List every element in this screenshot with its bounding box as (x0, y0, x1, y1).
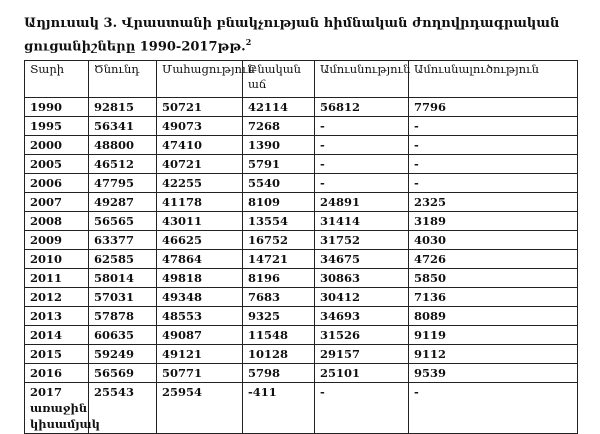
marriages-cell: 25101 (315, 364, 409, 383)
divorces-cell: 9119 (409, 326, 578, 345)
marriages-cell: - (315, 117, 409, 136)
table-row (25, 155, 578, 174)
year-cell: 2012 (25, 288, 89, 307)
births-cell: 47795 (89, 174, 157, 193)
births-cell: 56341 (89, 117, 157, 136)
caption-text: Աղյուսակ 3. Վրաստանի բնակչության հիմնական ժողովրդագրական ցուցանիշները 1990-2017թթ. (24, 16, 560, 55)
header-row (25, 61, 578, 98)
marriages-cell: 30412 (315, 288, 409, 307)
marriages-cell: 34675 (315, 250, 409, 269)
year-cell: 2014 (25, 326, 89, 345)
marriages-cell: - (315, 136, 409, 155)
divorces-cell: 4726 (409, 250, 578, 269)
divorces-cell: 8089 (409, 307, 578, 326)
divorces-cell: 4030 (409, 231, 578, 250)
deaths-cell: 42255 (157, 174, 243, 193)
table-row (25, 117, 578, 136)
births-cell: 56569 (89, 364, 157, 383)
divorces-cell: - (409, 136, 578, 155)
demographics-table (24, 60, 578, 434)
year-cell: 2006 (25, 174, 89, 193)
births-cell: 46512 (89, 155, 157, 174)
natural-growth-cell: 10128 (243, 345, 315, 364)
year-cell: 1990 (25, 98, 89, 117)
deaths-cell: 46625 (157, 231, 243, 250)
marriages-cell: - (315, 383, 409, 434)
marriages-cell: 31414 (315, 212, 409, 231)
births-cell: 56565 (89, 212, 157, 231)
table-row (25, 364, 578, 383)
deaths-cell: 47410 (157, 136, 243, 155)
deaths-cell: 40721 (157, 155, 243, 174)
deaths-cell: 41178 (157, 193, 243, 212)
header-divorces: Ամուսնալուծություն (409, 61, 578, 98)
deaths-cell: 49087 (157, 326, 243, 345)
natural-growth-cell: 7268 (243, 117, 315, 136)
table-row (25, 231, 578, 250)
header-natural-growth: Բնական աճ (243, 61, 315, 98)
natural-growth-cell: 7683 (243, 288, 315, 307)
marriages-cell: 29157 (315, 345, 409, 364)
divorces-cell: 2325 (409, 193, 578, 212)
natural-growth-cell: 1390 (243, 136, 315, 155)
year-cell: 2000 (25, 136, 89, 155)
table-row (25, 383, 578, 434)
table-row (25, 98, 578, 117)
table-row (25, 212, 578, 231)
deaths-cell: 49073 (157, 117, 243, 136)
births-cell: 58014 (89, 269, 157, 288)
natural-growth-cell: 8109 (243, 193, 315, 212)
marriages-cell: 56812 (315, 98, 409, 117)
divorces-cell: 5850 (409, 269, 578, 288)
header-deaths: Մահացություն (157, 61, 243, 98)
marriages-cell: - (315, 174, 409, 193)
births-cell: 57031 (89, 288, 157, 307)
deaths-cell: 49818 (157, 269, 243, 288)
marriages-cell: 30863 (315, 269, 409, 288)
births-cell: 48800 (89, 136, 157, 155)
header-marriages: Ամուսնություն (315, 61, 409, 98)
divorces-cell: - (409, 155, 578, 174)
marriages-cell: 31526 (315, 326, 409, 345)
natural-growth-cell: 14721 (243, 250, 315, 269)
natural-growth-cell: 5798 (243, 364, 315, 383)
year-cell: 2017 առաջին կիսամյակ (25, 383, 89, 434)
natural-growth-cell: 5540 (243, 174, 315, 193)
deaths-cell: 47864 (157, 250, 243, 269)
natural-growth-cell: 9325 (243, 307, 315, 326)
deaths-cell: 49348 (157, 288, 243, 307)
year-cell: 2008 (25, 212, 89, 231)
table-row (25, 269, 578, 288)
divorces-cell: 3189 (409, 212, 578, 231)
births-cell: 62585 (89, 250, 157, 269)
births-cell: 60635 (89, 326, 157, 345)
year-cell: 2007 (25, 193, 89, 212)
births-cell: 25543 (89, 383, 157, 434)
births-cell: 63377 (89, 231, 157, 250)
year-cell: 2013 (25, 307, 89, 326)
natural-growth-cell: -411 (243, 383, 315, 434)
year-cell: 2011 (25, 269, 89, 288)
table-header (25, 61, 578, 98)
table-row (25, 345, 578, 364)
table-row (25, 288, 578, 307)
table-row (25, 326, 578, 345)
marriages-cell: 34693 (315, 307, 409, 326)
natural-growth-cell: 11548 (243, 326, 315, 345)
year-cell: 1995 (25, 117, 89, 136)
table-row (25, 136, 578, 155)
deaths-cell: 50721 (157, 98, 243, 117)
divorces-cell: - (409, 383, 578, 434)
births-cell: 92815 (89, 98, 157, 117)
natural-growth-cell: 5791 (243, 155, 315, 174)
footnote-mark: 2 (245, 37, 252, 47)
natural-growth-cell: 13554 (243, 212, 315, 231)
year-cell: 2005 (25, 155, 89, 174)
deaths-cell: 50771 (157, 364, 243, 383)
year-cell: 2010 (25, 250, 89, 269)
marriages-cell: - (315, 155, 409, 174)
natural-growth-cell: 16752 (243, 231, 315, 250)
table-row (25, 307, 578, 326)
births-cell: 49287 (89, 193, 157, 212)
deaths-cell: 25954 (157, 383, 243, 434)
births-cell: 57878 (89, 307, 157, 326)
divorces-cell: - (409, 117, 578, 136)
table-row (25, 193, 578, 212)
divorces-cell: 7136 (409, 288, 578, 307)
table-body (25, 98, 578, 434)
natural-growth-cell: 8196 (243, 269, 315, 288)
header-births: Ծնունդ (89, 61, 157, 98)
divorces-cell: 7796 (409, 98, 578, 117)
table-caption (24, 14, 580, 56)
year-cell: 2009 (25, 231, 89, 250)
table-row (25, 174, 578, 193)
year-cell: 2015 (25, 345, 89, 364)
marriages-cell: 31752 (315, 231, 409, 250)
deaths-cell: 43011 (157, 212, 243, 231)
year-cell: 2016 (25, 364, 89, 383)
table-row (25, 250, 578, 269)
divorces-cell: 9112 (409, 345, 578, 364)
births-cell: 59249 (89, 345, 157, 364)
natural-growth-cell: 42114 (243, 98, 315, 117)
deaths-cell: 48553 (157, 307, 243, 326)
marriages-cell: 24891 (315, 193, 409, 212)
divorces-cell: 9539 (409, 364, 578, 383)
divorces-cell: - (409, 174, 578, 193)
header-year: Տարի (25, 61, 89, 98)
deaths-cell: 49121 (157, 345, 243, 364)
